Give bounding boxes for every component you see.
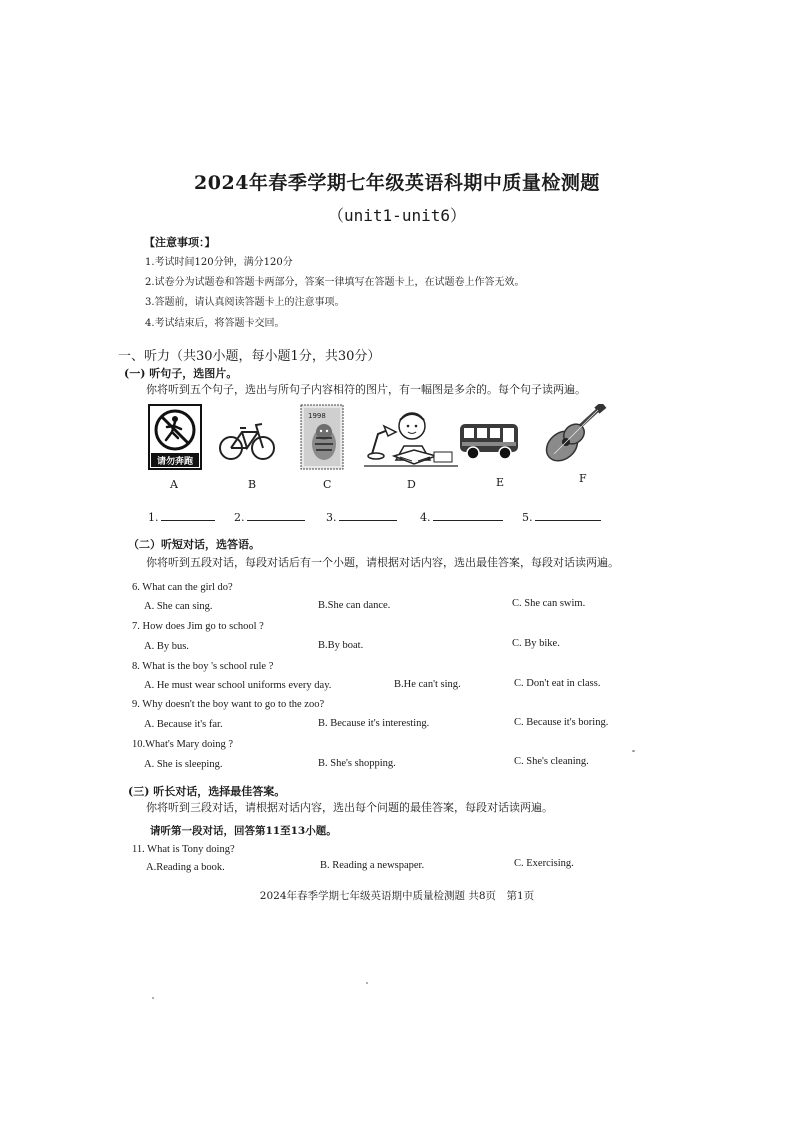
- picture-c-tiger-stamp: [300, 404, 344, 470]
- note-item: 4.考试结束后，将答题卡交回。: [145, 318, 285, 329]
- page-title: 2024年春季学期七年级英语科期中质量检测题: [194, 172, 600, 194]
- answer-blank-4[interactable]: [420, 509, 503, 524]
- option-b: B. She's shopping.: [318, 758, 396, 769]
- part-3-label: (三) 听长对话，选择最佳答案。: [128, 785, 286, 798]
- picture-letter: F: [579, 472, 587, 485]
- picture-f-guitar: [540, 404, 608, 470]
- scan-speck: [366, 982, 368, 984]
- note-item: 2.试卷分为试题卷和答题卡两部分，答案一律填写在答题卡上，在试题卷上作答无效。: [145, 277, 525, 288]
- scan-speck: [632, 750, 635, 752]
- question-7: 7. How does Jim go to school ?: [132, 621, 264, 632]
- question-8: 8. What is the boy 's school rule ?: [132, 661, 274, 672]
- answer-blank-3[interactable]: [326, 509, 397, 524]
- note-item: 3.答题前，请认真阅读答题卡上的注意事项。: [145, 297, 345, 308]
- option-a: A. He must wear school uniforms every day.: [144, 680, 332, 691]
- option-c: C. Because it's boring.: [514, 717, 609, 728]
- option-b: B.By boat.: [318, 640, 364, 651]
- question-10: 10.What's Mary doing ?: [132, 739, 234, 750]
- part-2-instruction: 你将听到五段对话，每段对话后有一个小题，请根据对话内容，选出最佳答案，每段对话读两遍。: [146, 556, 619, 569]
- option-a: A. By bus.: [144, 641, 189, 652]
- option-c: C. Don't eat in class.: [514, 678, 601, 689]
- part-1-instruction: 你将听到五个句子，选出与所句子内容相符的图片，有一幅图是多余的。每个句子读两遍。: [146, 383, 586, 396]
- picture-e-bus: [458, 404, 520, 470]
- answer-blank-2[interactable]: [234, 509, 305, 524]
- section-1-title: 一、听力（共30小题，每小题1分，共30分）: [118, 349, 381, 364]
- blank-number: 4.: [420, 511, 431, 524]
- option-b: B. Because it's interesting.: [318, 718, 430, 729]
- option-a: A. She can sing.: [144, 601, 213, 612]
- option-a: A.Reading a book.: [146, 862, 225, 873]
- question-11: 11. What is Tony doing?: [132, 844, 235, 855]
- option-b: B.He can't sing.: [394, 679, 461, 690]
- answer-blank-1[interactable]: [148, 509, 215, 524]
- picture-a-no-running-sign: [148, 404, 202, 470]
- picture-b-bicycle: [218, 404, 276, 470]
- part-3-bold-instruction: 请听第一段对话，回答第11至13小题。: [150, 825, 337, 837]
- option-a: A. Because it's far.: [144, 719, 223, 730]
- note-item: 1.考试时间120分钟，满分120分: [145, 257, 293, 268]
- sign-text: 请勿奔跑: [156, 457, 194, 467]
- blank-number: 5.: [522, 511, 533, 524]
- answer-blank-5[interactable]: [522, 509, 601, 524]
- page-subtitle: （unit1-unit6）: [328, 206, 466, 225]
- part-1-label: (一) 听句子，选图片。: [124, 367, 238, 380]
- page-footer: 2024年春季学期七年级英语期中质量检测题 共8页 第1页: [259, 890, 535, 902]
- option-c: C. Exercising.: [514, 858, 574, 869]
- picture-letter: A: [170, 478, 178, 491]
- scan-speck: [152, 997, 154, 999]
- picture-letter: B: [248, 478, 257, 491]
- notes-heading: 【注意事项：】: [144, 236, 216, 249]
- picture-letter: C: [323, 478, 332, 491]
- blank-number: 3.: [326, 511, 337, 524]
- part-2-label: （二）听短对话，选答语。: [128, 538, 260, 551]
- stamp-year: 1998: [308, 412, 326, 420]
- picture-letter: E: [496, 476, 505, 489]
- blank-number: 1.: [148, 511, 159, 524]
- picture-letter: D: [407, 478, 416, 491]
- option-b: B. Reading a newspaper.: [320, 860, 425, 871]
- picture-d-boy-reading: [364, 404, 458, 470]
- option-c: C. She's cleaning.: [514, 756, 589, 767]
- blank-number: 2.: [234, 511, 245, 524]
- option-c: C. By bike.: [512, 638, 560, 649]
- option-c: C. She can swim.: [512, 598, 586, 609]
- option-a: A. She is sleeping.: [144, 759, 223, 770]
- option-b: B.She can dance.: [318, 600, 391, 611]
- part-3-instruction: 你将听到三段对话，请根据对话内容，选出每个问题的最佳答案，每段对话读两遍。: [146, 801, 553, 814]
- question-9: 9. Why doesn't the boy want to go to the zoo?: [132, 699, 325, 710]
- question-6: 6. What can the girl do?: [132, 582, 233, 593]
